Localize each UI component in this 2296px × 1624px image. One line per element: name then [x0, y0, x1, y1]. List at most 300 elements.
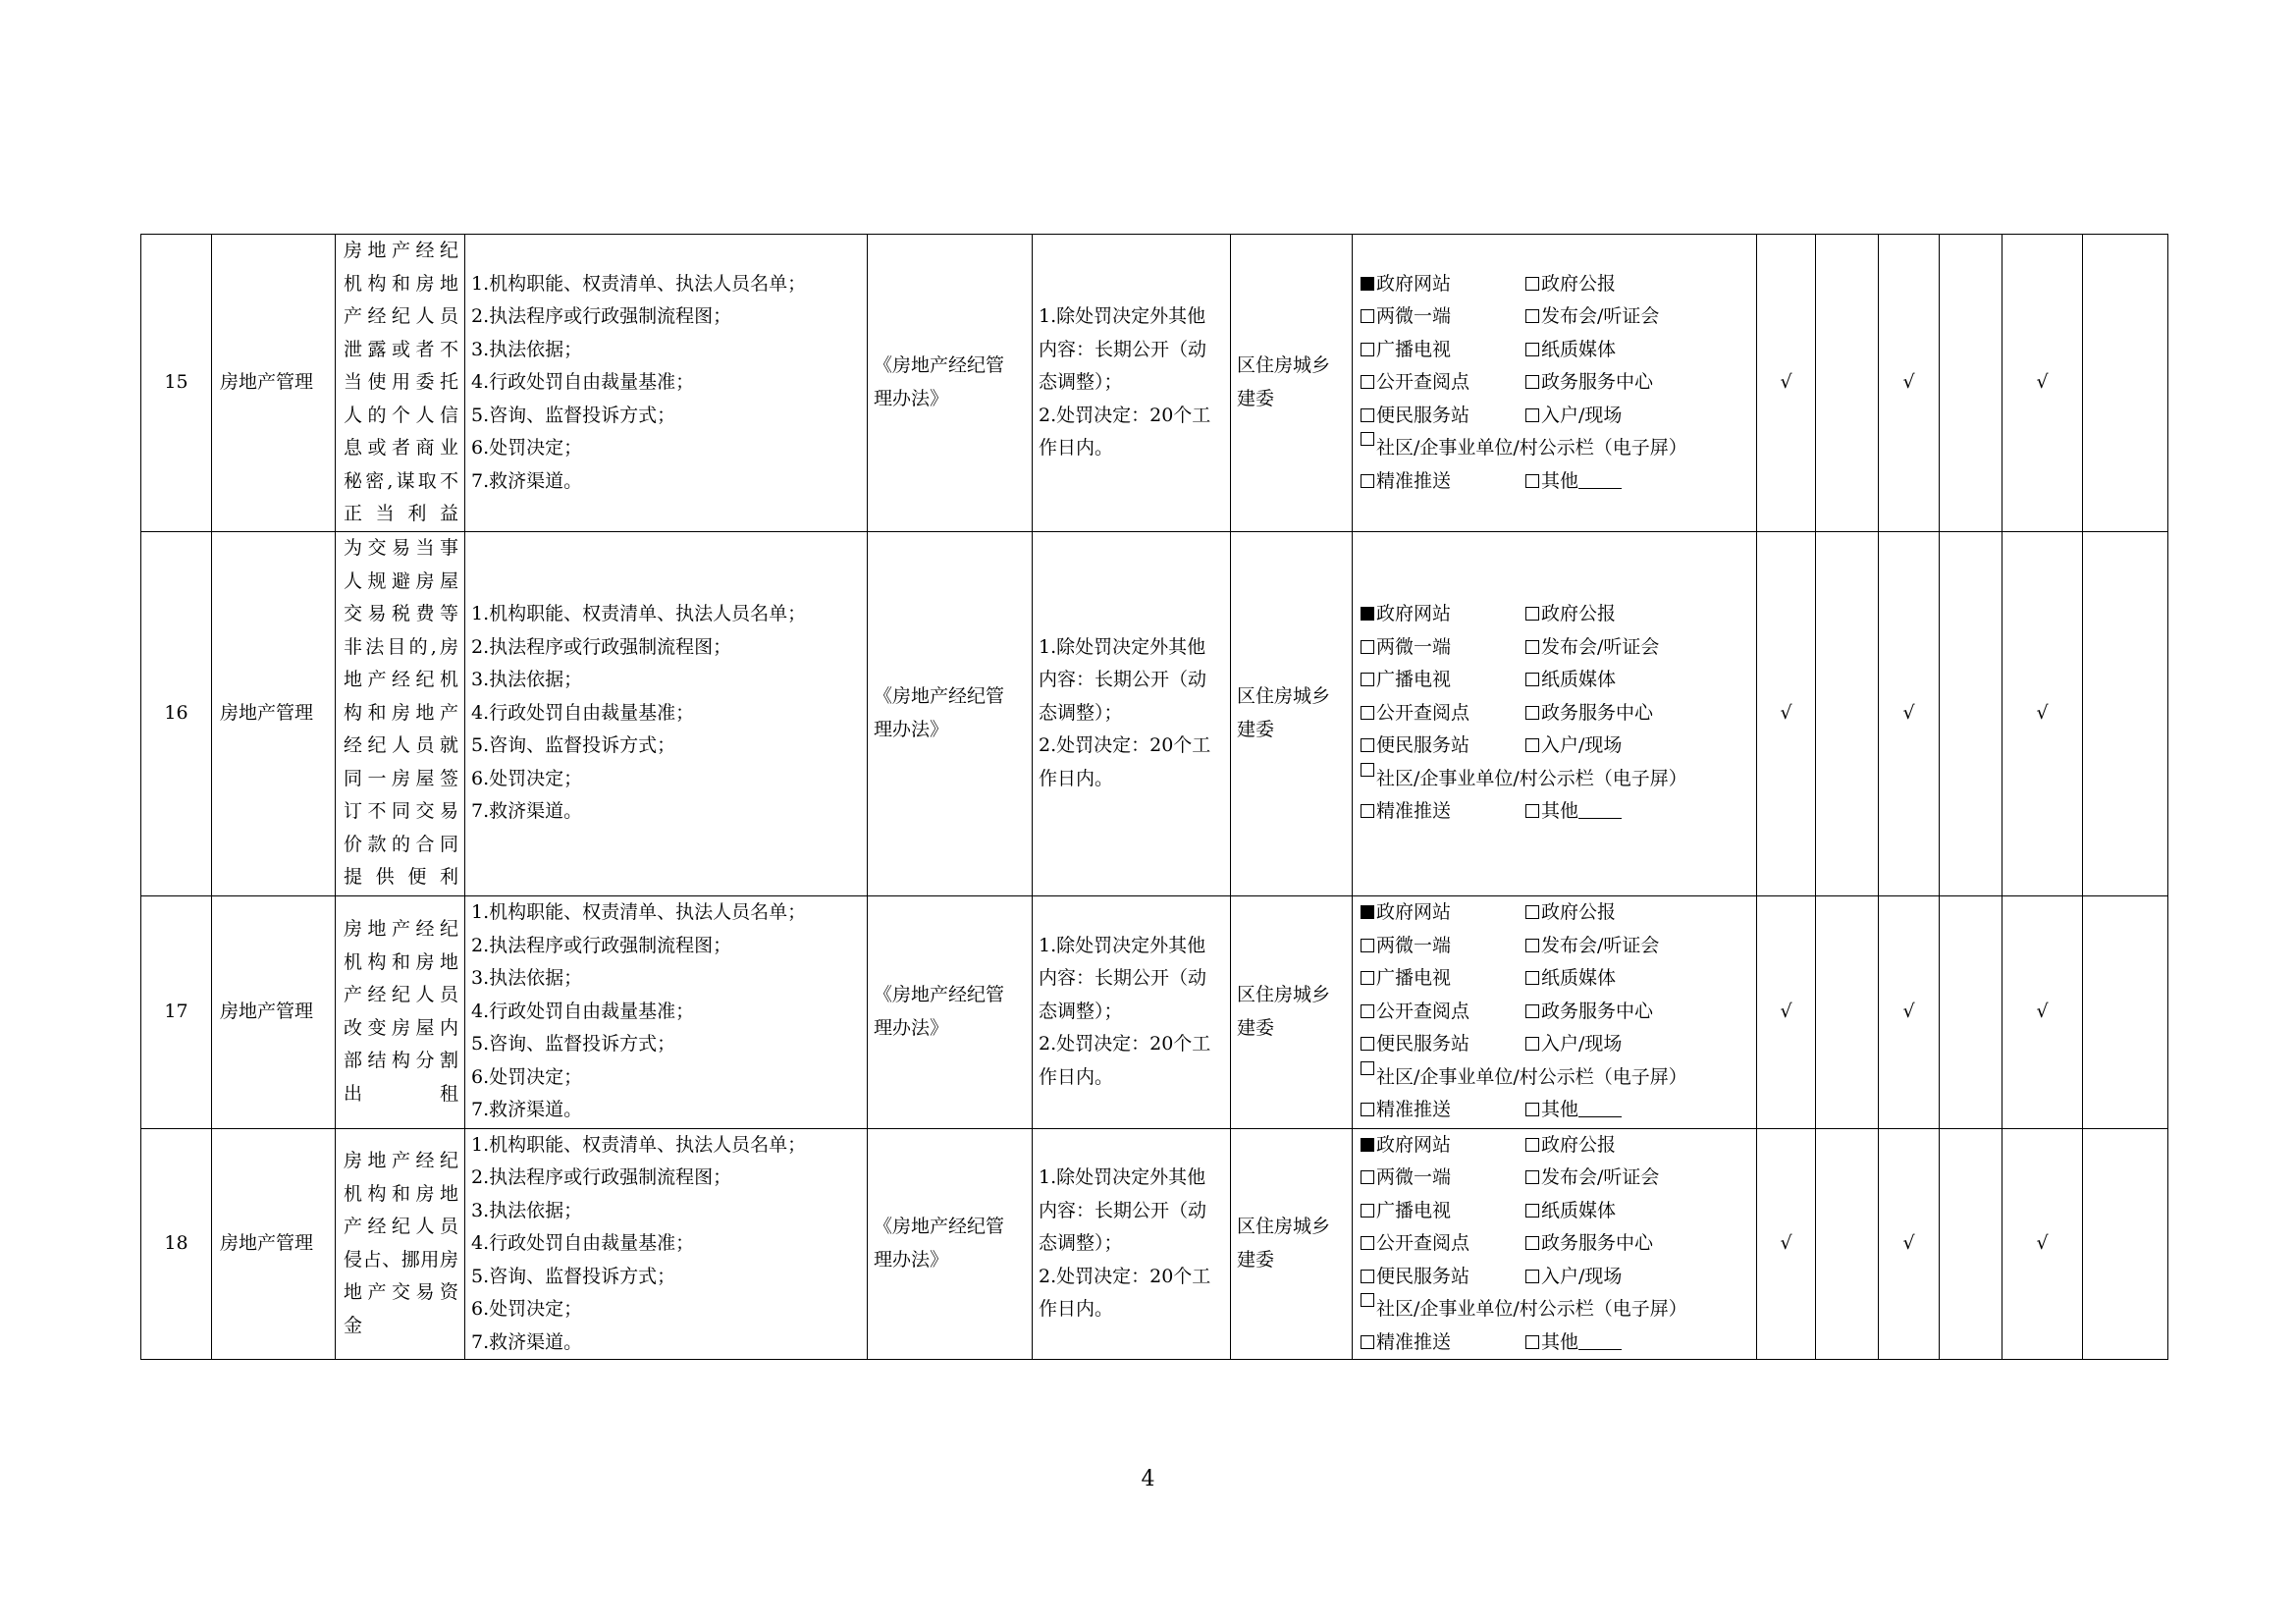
- checkbox[interactable]: [1361, 804, 1374, 818]
- item-line: 人的个人信: [344, 404, 458, 426]
- category-cell: 房地产管理: [212, 235, 336, 532]
- checkbox[interactable]: [1361, 1138, 1374, 1152]
- item-cell: [336, 895, 465, 1128]
- item-line: 当使用委托: [344, 371, 458, 393]
- category-cell: 房地产管理: [212, 1128, 336, 1360]
- content-line: 1.机构职能、权责清单、执法人员名单；: [471, 1133, 807, 1156]
- basis-line: 理办法》: [874, 1016, 949, 1039]
- check-mark-cell: √: [1879, 1128, 1940, 1360]
- channel-option: [1525, 1195, 1690, 1228]
- item-line: 为交易当事: [344, 537, 458, 560]
- row-number: 18: [141, 1128, 212, 1360]
- channel-option: [1361, 996, 1525, 1029]
- channel-row: [1361, 598, 1756, 631]
- channel-row: [1361, 400, 1756, 433]
- channel-option: [1361, 1129, 1525, 1163]
- channel-row: [1361, 1227, 1756, 1261]
- period-line: 内容：长期公开（动: [1039, 967, 1207, 990]
- channel-option: [1361, 1028, 1525, 1061]
- check-mark-cell: [2083, 1128, 2168, 1360]
- content-line: 6.处罚决定；: [471, 1065, 583, 1088]
- checkbox[interactable]: [1361, 1061, 1374, 1075]
- channel-option: [1525, 1162, 1690, 1195]
- checkbox[interactable]: [1525, 277, 1539, 291]
- check-mark-cell: [2083, 531, 2168, 895]
- channel-option: [1361, 598, 1525, 631]
- page-number: 4: [1141, 1467, 1155, 1491]
- channel-label: 社区/企事业单位/村公示栏（电子屏）: [1376, 1065, 1687, 1088]
- content-line: 5.咨询、监督投诉方式；: [471, 1033, 676, 1056]
- checkbox[interactable]: [1361, 432, 1374, 446]
- checkbox[interactable]: [1361, 1204, 1374, 1218]
- channel-option: [1361, 1162, 1525, 1195]
- content-line: 1.机构职能、权责清单、执法人员名单；: [471, 603, 807, 625]
- checkbox[interactable]: [1525, 738, 1539, 752]
- period-line: 2.处罚决定：20个工: [1039, 1265, 1211, 1287]
- period-line: 1.除处罚决定外其他: [1039, 1166, 1206, 1188]
- channel-label: 入户/现场: [1541, 404, 1623, 426]
- channel-label: 便民服务站: [1376, 1033, 1470, 1056]
- basis-cell: [868, 531, 1033, 895]
- channel-option: [1361, 664, 1525, 697]
- item-cell: [336, 1128, 465, 1360]
- channel-label: 政府公报: [1541, 272, 1617, 295]
- period-line: 内容：长期公开（动: [1039, 669, 1207, 691]
- category-cell: 房地产管理: [212, 895, 336, 1128]
- checkbox[interactable]: [1525, 607, 1539, 621]
- content-line: 2.执法程序或行政强制流程图；: [471, 305, 732, 327]
- item-line: 部结构分割: [344, 1050, 458, 1071]
- channel-label: 两微一端: [1376, 934, 1452, 956]
- channel-label: 广播电视: [1376, 338, 1452, 360]
- checkbox[interactable]: [1361, 375, 1374, 389]
- checkbox[interactable]: [1525, 939, 1539, 952]
- item-line: 地产交易资: [344, 1281, 458, 1304]
- channel-option: [1361, 400, 1525, 433]
- content-line: 5.咨询、监督投诉方式；: [471, 404, 676, 426]
- check-mark-cell: [1816, 531, 1879, 895]
- item-line: 出租: [344, 1082, 458, 1105]
- channel-option: [1525, 664, 1690, 697]
- content-line: 7.救济渠道。: [471, 1330, 583, 1353]
- checkbox[interactable]: [1361, 905, 1374, 919]
- channel-label: 政府网站: [1376, 272, 1452, 295]
- subject-cell: [1231, 531, 1353, 895]
- content-cell: [465, 235, 868, 532]
- check-mark-cell: [1940, 895, 2002, 1128]
- channel-label: 广播电视: [1376, 1199, 1452, 1221]
- checkbox[interactable]: [1525, 706, 1539, 720]
- basis-line: 《房地产经纪管: [874, 984, 1005, 1005]
- channel-option: [1361, 268, 1525, 301]
- channel-label: 精准推送: [1376, 469, 1452, 492]
- content-line: 2.执法程序或行政强制流程图；: [471, 635, 732, 658]
- checkbox[interactable]: [1525, 474, 1539, 488]
- period-line: 态调整）；: [1039, 1232, 1123, 1254]
- channel-row: [1361, 334, 1756, 367]
- channel-label: 公开查阅点: [1376, 1000, 1470, 1022]
- checkbox[interactable]: [1361, 1236, 1374, 1250]
- channels-cell: [1353, 895, 1757, 1128]
- checkbox[interactable]: [1525, 1004, 1539, 1018]
- check-mark-cell: [1816, 235, 1879, 532]
- channel-label: 便民服务站: [1376, 734, 1470, 757]
- table-row: [141, 235, 2168, 532]
- content-line: 6.处罚决定；: [471, 1298, 583, 1320]
- channel-label: 社区/企事业单位/村公示栏（电子屏）: [1376, 1298, 1687, 1320]
- channel-option: [1361, 730, 1525, 763]
- channel-option: [1361, 1261, 1525, 1294]
- period-line: 内容：长期公开（动: [1039, 338, 1207, 360]
- item-line: 经纪人员就: [344, 734, 458, 757]
- item-line: 秘密,谋取不: [344, 469, 458, 492]
- basis-line: 《房地产经纪管: [874, 354, 1005, 377]
- channel-row: [1361, 763, 1756, 796]
- item-line: 房地产经纪: [344, 918, 458, 940]
- table-body: [141, 235, 2168, 1360]
- check-mark-cell: √: [2002, 531, 2083, 895]
- period-line: 作日内。: [1039, 437, 1114, 459]
- channel-label: 政务服务中心: [1541, 1000, 1654, 1022]
- channel-option: [1361, 962, 1525, 996]
- channel-row: [1361, 432, 1756, 465]
- channel-option: [1525, 962, 1690, 996]
- channel-option: [1361, 1326, 1525, 1360]
- period-line: 1.除处罚决定外其他: [1039, 635, 1206, 658]
- checkbox[interactable]: [1361, 1004, 1374, 1018]
- channel-label: 两微一端: [1376, 635, 1452, 658]
- checkbox[interactable]: [1525, 1103, 1539, 1116]
- content-line: 3.执法依据；: [471, 338, 583, 360]
- check-mark-cell: [1940, 235, 2002, 532]
- channel-option: [1525, 465, 1690, 499]
- item-line: 地产经纪机: [344, 669, 458, 691]
- channel-row: [1361, 1129, 1756, 1163]
- checkbox[interactable]: [1525, 971, 1539, 985]
- channel-label: 发布会/听证会: [1541, 635, 1660, 658]
- channel-option: [1361, 631, 1525, 665]
- checkbox[interactable]: [1525, 408, 1539, 422]
- checkbox[interactable]: [1525, 343, 1539, 356]
- channel-label: 发布会/听证会: [1541, 305, 1660, 327]
- channel-row: [1361, 996, 1756, 1029]
- basis-cell: [868, 895, 1033, 1128]
- item-line: 非法目的,房: [344, 635, 458, 658]
- period-line: 2.处罚决定：20个工: [1039, 734, 1211, 757]
- channel-label: 公开查阅点: [1376, 701, 1470, 724]
- checkbox[interactable]: [1525, 804, 1539, 818]
- channel-row: [1361, 930, 1756, 963]
- checkbox[interactable]: [1361, 1170, 1374, 1184]
- content-line: 4.行政处罚自由裁量基准；: [471, 371, 695, 393]
- content-line: 7.救济渠道。: [471, 1099, 583, 1121]
- subject-line: 建委: [1237, 1016, 1275, 1039]
- period-cell: [1033, 1128, 1231, 1360]
- content-line: 4.行政处罚自由裁量基准；: [471, 1000, 695, 1022]
- channels-cell: [1353, 531, 1757, 895]
- item-line: 产经纪人员: [344, 984, 458, 1005]
- channel-option: [1361, 896, 1525, 930]
- basis-line: 《房地产经纪管: [874, 685, 1005, 707]
- check-mark-cell: √: [1879, 895, 1940, 1128]
- period-line: 态调整）；: [1039, 701, 1123, 724]
- channel-label: 纸质媒体: [1541, 967, 1617, 990]
- checkbox[interactable]: [1525, 1037, 1539, 1051]
- checkbox[interactable]: [1361, 971, 1374, 985]
- check-mark-cell: √: [1757, 1128, 1816, 1360]
- channel-option: [1361, 334, 1525, 367]
- channel-option: [1361, 1094, 1525, 1127]
- channel-row: [1361, 962, 1756, 996]
- checkbox[interactable]: [1361, 1103, 1374, 1116]
- period-line: 态调整）；: [1039, 371, 1123, 393]
- channel-label: 社区/企事业单位/村公示栏（电子屏）: [1376, 767, 1687, 789]
- channel-label: 便民服务站: [1376, 404, 1470, 426]
- checkbox[interactable]: [1361, 939, 1374, 952]
- period-cell: [1033, 531, 1231, 895]
- checkbox[interactable]: [1361, 1037, 1374, 1051]
- content-line: 2.执法程序或行政强制流程图；: [471, 934, 732, 956]
- checkbox[interactable]: [1361, 763, 1374, 777]
- subject-line: 区住房城乡: [1237, 1216, 1331, 1238]
- channel-option: [1525, 598, 1690, 631]
- channel-option: [1525, 366, 1690, 400]
- basis-cell: [868, 235, 1033, 532]
- checkbox[interactable]: [1525, 1204, 1539, 1218]
- channel-option: [1525, 1261, 1690, 1294]
- item-line: 机构和房地: [344, 1182, 458, 1205]
- checkbox[interactable]: [1525, 905, 1539, 919]
- channel-option: [1361, 1195, 1525, 1228]
- content-line: 6.处罚决定；: [471, 767, 583, 789]
- item-line: 同一房屋签: [344, 767, 458, 789]
- channel-label: 两微一端: [1376, 305, 1452, 327]
- checkbox[interactable]: [1361, 673, 1374, 686]
- channel-label: 纸质媒体: [1541, 669, 1617, 691]
- channel-label: 政府网站: [1376, 1133, 1452, 1156]
- check-mark-cell: [2083, 235, 2168, 532]
- checkbox[interactable]: [1361, 738, 1374, 752]
- fill-blank[interactable]: [1578, 800, 1622, 819]
- checkbox[interactable]: [1361, 607, 1374, 621]
- channel-option: [1525, 730, 1690, 763]
- check-mark-cell: √: [1879, 531, 1940, 895]
- channel-label: 精准推送: [1376, 1099, 1452, 1121]
- channel-option: [1525, 1227, 1690, 1261]
- table-row: [141, 1128, 2168, 1360]
- fill-blank[interactable]: [1578, 470, 1622, 489]
- checkbox[interactable]: [1525, 1170, 1539, 1184]
- channel-option: [1525, 896, 1690, 930]
- content-cell: [465, 531, 868, 895]
- channels-cell: [1353, 1128, 1757, 1360]
- channel-row: [1361, 664, 1756, 697]
- channel-label: 纸质媒体: [1541, 1199, 1617, 1221]
- content-line: 7.救济渠道。: [471, 469, 583, 492]
- checkbox[interactable]: [1525, 309, 1539, 323]
- checkbox[interactable]: [1525, 1335, 1539, 1349]
- checkbox[interactable]: [1525, 640, 1539, 654]
- fill-blank[interactable]: [1578, 1099, 1622, 1117]
- channel-label: 发布会/听证会: [1541, 934, 1660, 956]
- item-line: 机构和房地: [344, 272, 458, 295]
- check-mark-cell: √: [2002, 235, 2083, 532]
- channel-option: [1525, 930, 1690, 963]
- subject-line: 建委: [1237, 1248, 1275, 1271]
- channel-option: [1525, 996, 1690, 1029]
- channel-label: 纸质媒体: [1541, 338, 1617, 360]
- channel-option: [1361, 366, 1525, 400]
- channel-option: [1525, 334, 1690, 367]
- subject-line: 区住房城乡: [1237, 685, 1331, 707]
- item-line: 房地产经纪: [344, 240, 458, 261]
- channel-option: [1525, 268, 1690, 301]
- channel-label: 其他: [1541, 469, 1579, 492]
- disclosure-table: [140, 234, 2168, 1360]
- channel-row: [1361, 366, 1756, 400]
- row-number: 17: [141, 895, 212, 1128]
- check-mark-cell: [1940, 1128, 2002, 1360]
- period-line: 作日内。: [1039, 1298, 1114, 1320]
- channel-label: 政务服务中心: [1541, 371, 1654, 393]
- checkbox[interactable]: [1361, 706, 1374, 720]
- channel-label: 入户/现场: [1541, 1033, 1623, 1056]
- channel-row: [1361, 465, 1756, 499]
- check-mark-cell: √: [1757, 895, 1816, 1128]
- content-line: 3.执法依据；: [471, 669, 583, 691]
- subject-line: 区住房城乡: [1237, 354, 1331, 377]
- content-line: 4.行政处罚自由裁量基准；: [471, 1232, 695, 1254]
- subject-line: 建委: [1237, 718, 1275, 740]
- channel-option: [1525, 300, 1690, 334]
- item-line: 正当利益: [344, 503, 458, 524]
- checkbox[interactable]: [1525, 375, 1539, 389]
- channel-option: [1361, 465, 1525, 499]
- channel-row: [1361, 631, 1756, 665]
- item-line: 产经纪人员: [344, 1216, 458, 1238]
- checkbox[interactable]: [1361, 408, 1374, 422]
- subject-line: 区住房城乡: [1237, 984, 1331, 1005]
- channel-row: [1361, 730, 1756, 763]
- checkbox[interactable]: [1361, 343, 1374, 356]
- channel-row: [1361, 1261, 1756, 1294]
- channel-option: [1361, 1227, 1525, 1261]
- content-line: 3.执法依据；: [471, 1199, 583, 1221]
- channel-row: [1361, 1326, 1756, 1360]
- item-line: 提供便利: [344, 866, 458, 889]
- check-mark-cell: [1940, 531, 2002, 895]
- channel-label: 两微一端: [1376, 1166, 1452, 1188]
- check-mark-cell: [2083, 895, 2168, 1128]
- checkbox[interactable]: [1361, 277, 1374, 291]
- item-line: 机构和房地: [344, 950, 458, 973]
- channel-option: [1525, 795, 1690, 829]
- table-row: [141, 895, 2168, 1128]
- channel-option: [1361, 300, 1525, 334]
- checkbox[interactable]: [1361, 309, 1374, 323]
- channel-row: [1361, 1293, 1756, 1326]
- item-line: 构和房地产: [344, 701, 458, 724]
- content-line: 5.咨询、监督投诉方式；: [471, 1265, 676, 1287]
- item-line: 订不同交易: [344, 800, 458, 823]
- content-line: 4.行政处罚自由裁量基准；: [471, 701, 695, 724]
- channel-option: [1525, 1129, 1690, 1163]
- channel-option: [1525, 1094, 1690, 1127]
- channel-row: [1361, 1162, 1756, 1195]
- check-mark-cell: [1816, 895, 1879, 1128]
- subject-cell: [1231, 235, 1353, 532]
- item-line: 产经纪人员: [344, 305, 458, 327]
- item-line: 侵占、挪用房: [344, 1248, 458, 1271]
- channel-option: [1361, 930, 1525, 963]
- item-cell: [336, 531, 465, 895]
- checkbox[interactable]: [1361, 1335, 1374, 1349]
- basis-line: 《房地产经纪管: [874, 1216, 1005, 1238]
- table-row: [141, 531, 2168, 895]
- channel-label: 其他: [1541, 800, 1579, 823]
- item-line: 改变房屋内: [344, 1016, 458, 1039]
- checkbox[interactable]: [1525, 1270, 1539, 1283]
- checkbox[interactable]: [1361, 640, 1374, 654]
- row-number: 15: [141, 235, 212, 532]
- subject-cell: [1231, 1128, 1353, 1360]
- channel-label: 政府网站: [1376, 901, 1452, 924]
- channel-option: [1525, 631, 1690, 665]
- channel-row: [1361, 896, 1756, 930]
- channel-label: 入户/现场: [1541, 734, 1623, 757]
- checkbox[interactable]: [1361, 1270, 1374, 1283]
- check-mark-cell: [1816, 1128, 1879, 1360]
- period-line: 2.处罚决定：20个工: [1039, 1033, 1211, 1056]
- channel-label: 政府公报: [1541, 901, 1617, 924]
- fill-blank[interactable]: [1578, 1331, 1622, 1350]
- category-cell: 房地产管理: [212, 531, 336, 895]
- item-line: 金: [344, 1314, 363, 1336]
- period-line: 内容：长期公开（动: [1039, 1199, 1207, 1221]
- checkbox[interactable]: [1525, 673, 1539, 686]
- channel-option: [1525, 1028, 1690, 1061]
- period-line: 态调整）；: [1039, 1000, 1123, 1022]
- channel-option: [1525, 697, 1690, 731]
- channel-label: 发布会/听证会: [1541, 1166, 1660, 1188]
- channel-row: [1361, 697, 1756, 731]
- content-cell: [465, 1128, 868, 1360]
- item-line: 人规避房屋: [344, 569, 458, 592]
- checkbox[interactable]: [1361, 1293, 1374, 1307]
- checkbox[interactable]: [1525, 1138, 1539, 1152]
- channel-row: [1361, 1094, 1756, 1127]
- channel-label: 精准推送: [1376, 800, 1452, 823]
- channel-row: [1361, 1028, 1756, 1061]
- checkbox[interactable]: [1525, 1236, 1539, 1250]
- basis-line: 理办法》: [874, 387, 949, 409]
- check-mark-cell: √: [1757, 235, 1816, 532]
- content-line: 5.咨询、监督投诉方式；: [471, 734, 676, 757]
- channel-row: [1361, 1195, 1756, 1228]
- channel-label: 政府网站: [1376, 603, 1452, 625]
- channel-row: [1361, 1061, 1756, 1095]
- content-line: 1.机构职能、权责清单、执法人员名单；: [471, 272, 807, 295]
- channel-label: 公开查阅点: [1376, 1232, 1470, 1254]
- channel-row: [1361, 795, 1756, 829]
- content-line: 2.执法程序或行政强制流程图；: [471, 1166, 732, 1188]
- channel-label: 政府公报: [1541, 1133, 1617, 1156]
- channel-option: [1361, 697, 1525, 731]
- channel-label: 公开查阅点: [1376, 371, 1470, 393]
- channel-label: 政务服务中心: [1541, 701, 1654, 724]
- channel-label: 便民服务站: [1376, 1265, 1470, 1287]
- checkbox[interactable]: [1361, 474, 1374, 488]
